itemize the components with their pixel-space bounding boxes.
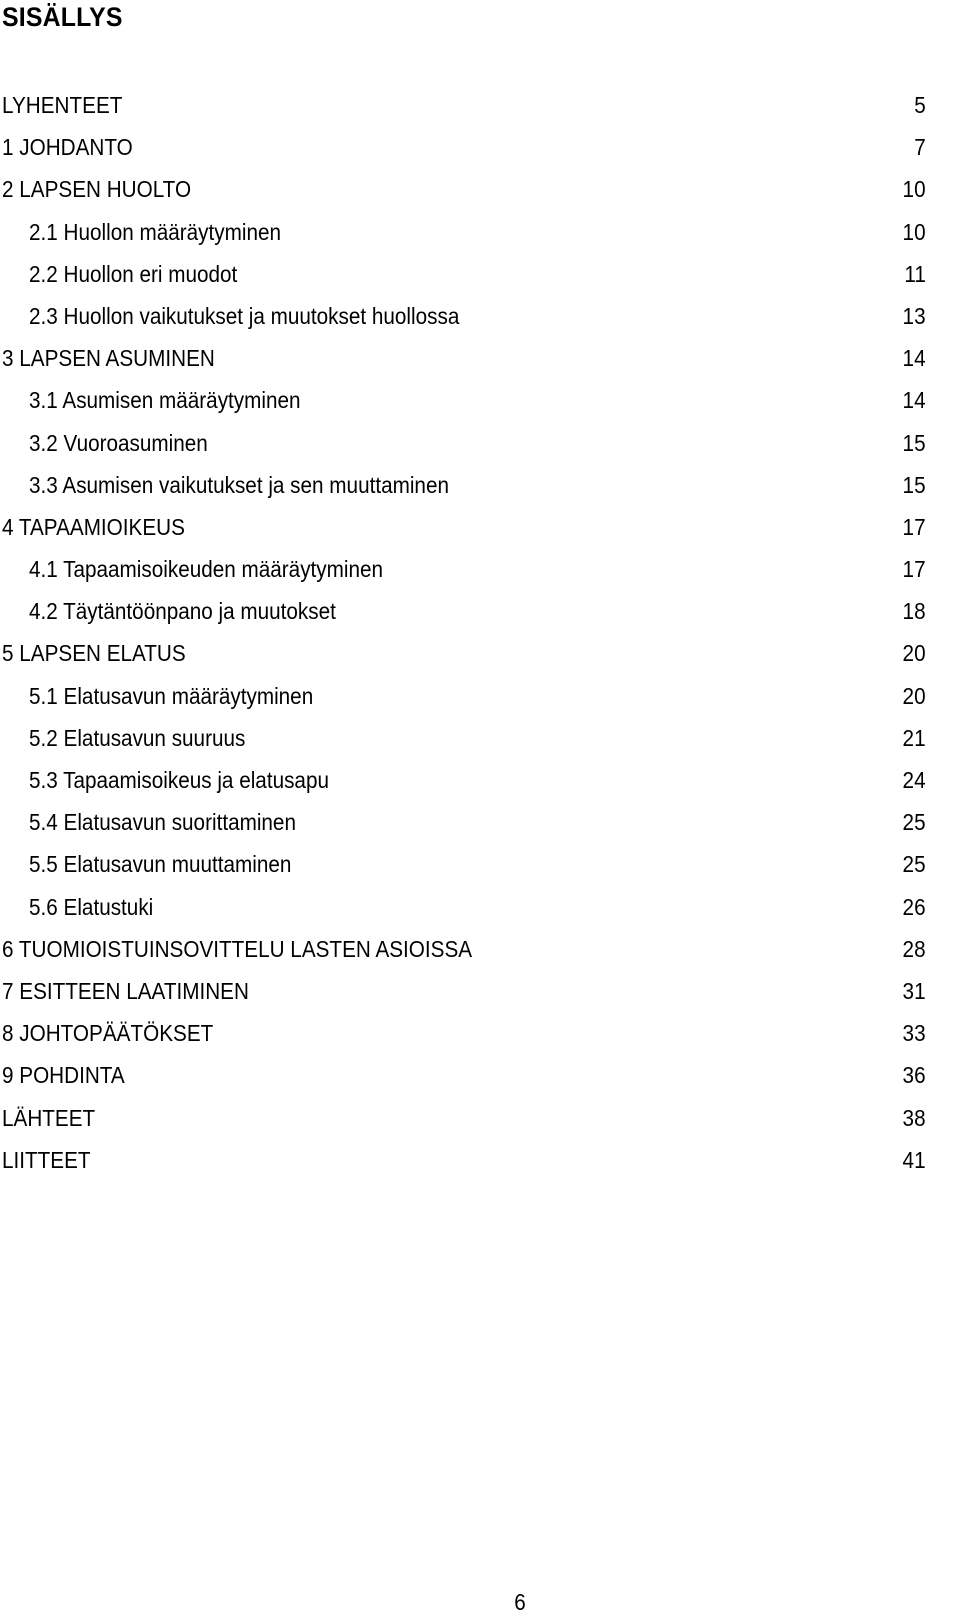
toc-entry-label: 6 TUOMIOISTUINSOVITTELU LASTEN ASIOISSA [2, 935, 473, 962]
toc-entry [0, 126, 960, 168]
toc-entry-label: 1 JOHDANTO [2, 134, 133, 161]
toc-entry-label: 4.2 Täytäntöönpano ja muutokset [29, 598, 336, 625]
toc-entry [0, 590, 960, 632]
toc-entry [0, 759, 960, 801]
toc-entry-page: 7 [914, 134, 926, 161]
toc-entry [0, 337, 960, 379]
toc-entry [0, 168, 960, 210]
toc-entry-page: 24 [902, 767, 926, 793]
table-of-contents [0, 84, 960, 1181]
toc-entry [0, 464, 960, 506]
toc-entry-label: 5.3 Tapaamisoikeus ja elatusapu [29, 767, 329, 793]
toc-entry-label: 2.3 Huollon vaikutukset ja muutokset huollossa [29, 302, 460, 329]
toc-entry [0, 1054, 960, 1096]
toc-entry-page: 10 [902, 176, 926, 203]
toc-entry [0, 1097, 960, 1139]
toc-entry-page: 38 [902, 1104, 926, 1131]
toc-entry-page: 17 [902, 513, 926, 540]
toc-entry-label: 5.2 Elatusavun suuruus [29, 724, 246, 751]
toc-entry-page: 21 [902, 724, 926, 751]
toc-entry-page: 25 [902, 809, 926, 836]
toc-entry-label: LIITTEET [2, 1146, 91, 1173]
toc-entry [0, 422, 960, 464]
toc-entry-page: 25 [902, 851, 926, 878]
toc-entry [0, 928, 960, 970]
toc-entry-label: 5.4 Elatusavun suorittaminen [29, 809, 296, 836]
toc-entry-page: 10 [902, 218, 926, 245]
toc-entry-label: 3 LAPSEN ASUMINEN [2, 345, 215, 372]
toc-entry-page: 14 [902, 345, 926, 372]
toc-entry [0, 295, 960, 337]
toc-entry-label: 2 LAPSEN HUOLTO [2, 176, 192, 203]
toc-entry-page: 28 [902, 935, 926, 962]
toc-entry-label: 3.1 Asumisen määräytyminen [29, 387, 301, 414]
toc-entry [0, 84, 960, 126]
toc-entry-label: 8 JOHTOPÄÄTÖKSET [2, 1020, 214, 1047]
toc-entry-label: LYHENTEET [2, 92, 123, 118]
toc-entry [0, 970, 960, 1012]
toc-entry-label: 4.1 Tapaamisoikeuden määräytyminen [29, 556, 384, 583]
toc-entry-page: 36 [902, 1062, 926, 1089]
toc-entry-label: 4 TAPAAMIOIKEUS [2, 513, 185, 540]
toc-entry-page: 15 [902, 471, 926, 498]
toc-entry [0, 717, 960, 759]
toc-entry [0, 632, 960, 674]
toc-entry [0, 801, 960, 843]
toc-entry-label: 3.3 Asumisen vaikutukset ja sen muuttaminen [29, 471, 449, 498]
toc-entry [0, 379, 960, 421]
toc-entry [0, 675, 960, 717]
toc-entry-page: 31 [902, 977, 926, 1004]
toc-entry-page: 17 [902, 556, 926, 583]
toc-entry-label: 2.2 Huollon eri muodot [29, 260, 238, 287]
toc-entry-label: 5.1 Elatusavun määräytyminen [29, 682, 314, 709]
toc-entry-label: 2.1 Huollon määräytyminen [29, 218, 281, 245]
toc-entry-page: 11 [904, 260, 926, 287]
toc-entry-page: 41 [902, 1146, 926, 1173]
toc-entry [0, 886, 960, 928]
toc-entry-page: 26 [902, 893, 926, 920]
toc-entry-page: 15 [902, 429, 926, 456]
toc-entry-label: 5.6 Elatustuki [29, 893, 154, 920]
toc-entry [0, 1139, 960, 1181]
page-title: SISÄLLYS [2, 2, 123, 32]
toc-entry-page: 20 [902, 640, 926, 667]
toc-entry-label: 5 LAPSEN ELATUS [2, 640, 186, 667]
toc-entry [0, 211, 960, 253]
toc-entry [0, 548, 960, 590]
toc-entry-label: 3.2 Vuoroasuminen [29, 429, 208, 456]
toc-entry-page: 33 [902, 1020, 926, 1047]
toc-entry-page: 5 [914, 92, 926, 118]
toc-entry-page: 13 [902, 302, 926, 329]
toc-entry-label: 7 ESITTEEN LAATIMINEN [2, 977, 249, 1004]
toc-entry-page: 18 [902, 598, 926, 625]
toc-entry-label: LÄHTEET [2, 1104, 96, 1131]
toc-entry [0, 253, 960, 295]
toc-entry [0, 843, 960, 885]
toc-entry [0, 1012, 960, 1054]
toc-entry-page: 20 [902, 682, 926, 709]
toc-entry-page: 14 [902, 387, 926, 414]
toc-entry-label: 5.5 Elatusavun muuttaminen [29, 851, 292, 878]
toc-entry [0, 506, 960, 548]
page-number: 6 [514, 1589, 526, 1615]
toc-entry-label: 9 POHDINTA [2, 1062, 125, 1089]
